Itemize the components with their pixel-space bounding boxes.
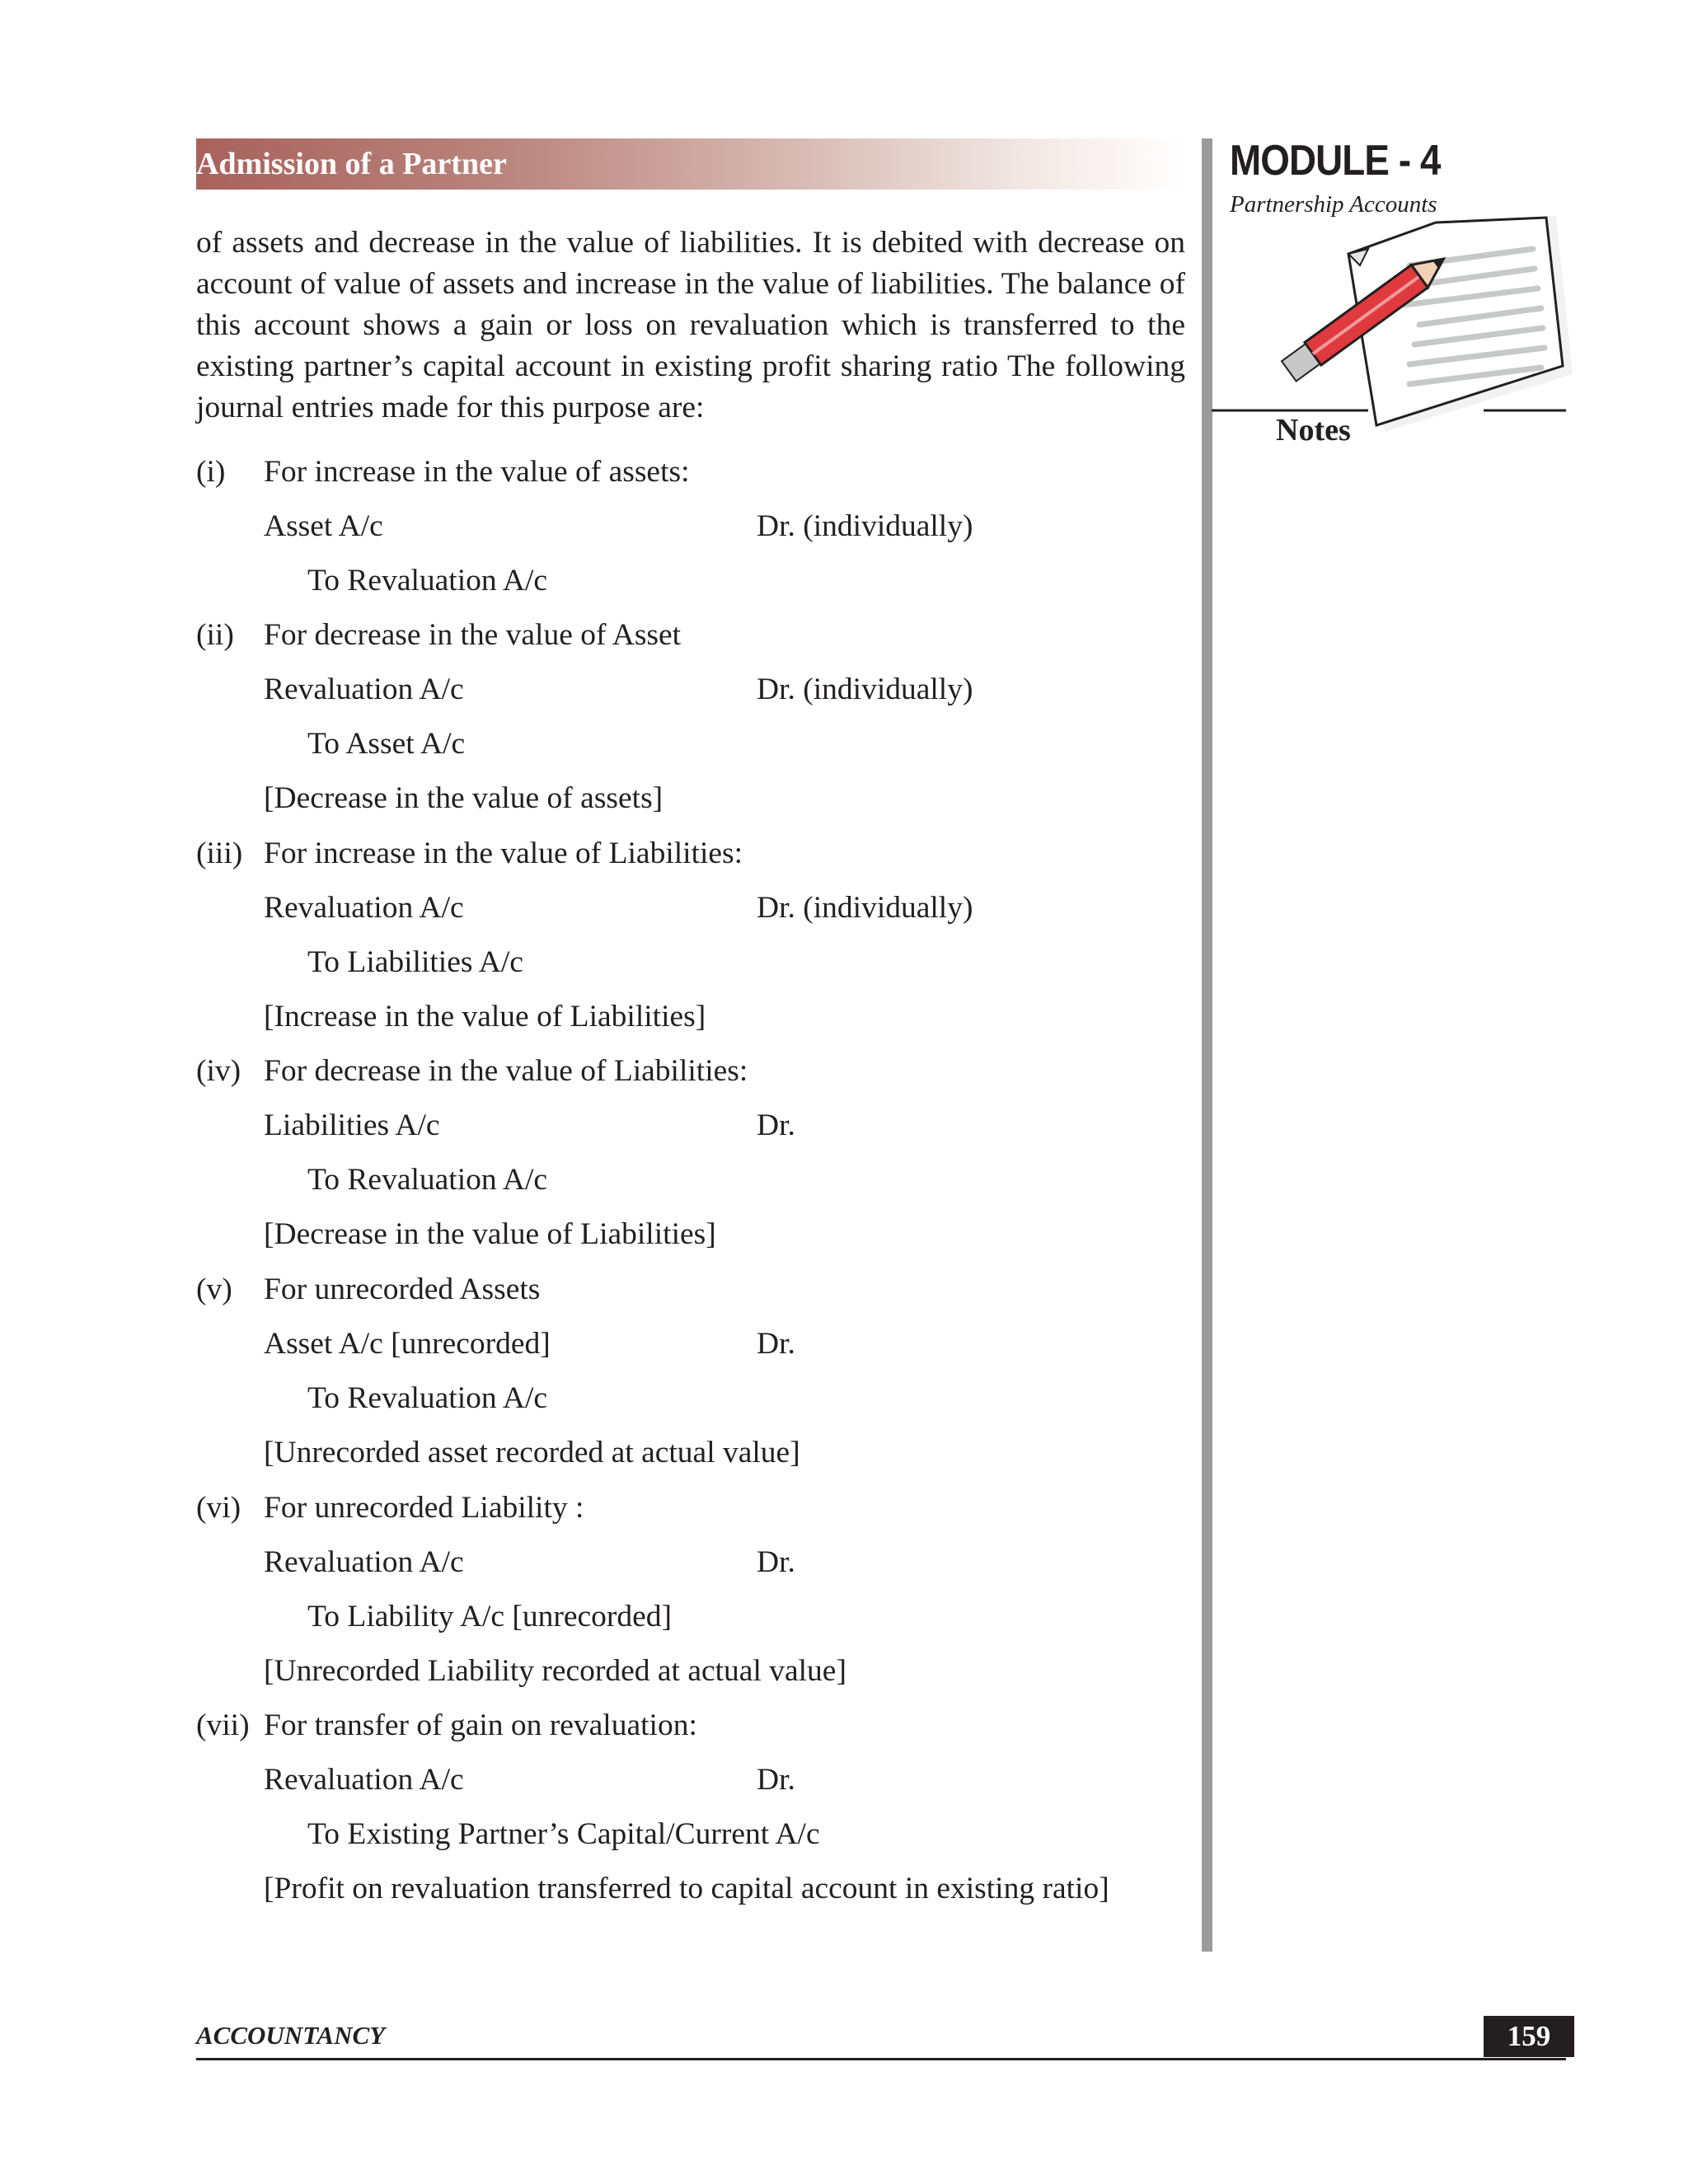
- module-title: MODULE - 4: [1230, 137, 1441, 185]
- entry-dr-label: Dr. (individually): [757, 509, 973, 543]
- entry-dr-label: Dr.: [757, 1108, 795, 1142]
- entry-dr-label: Dr.: [757, 1327, 795, 1361]
- entry-debit-account: Revaluation A/c: [264, 673, 464, 706]
- entry-debit-account: Revaluation A/c: [264, 1545, 464, 1579]
- entry-number: (ii): [196, 618, 234, 652]
- footer-subject: ACCOUNTANCY: [196, 2021, 386, 2050]
- entry-debit-account: Asset A/c [unrecorded]: [264, 1327, 551, 1361]
- entry-narration: [Profit on revaluation transferred to capital account in existing ratio]: [264, 1872, 1109, 1905]
- entry-number: (iv): [196, 1054, 241, 1088]
- entry-heading: For unrecorded Assets: [264, 1272, 541, 1306]
- entry-number: (v): [196, 1272, 232, 1306]
- entry-number: (i): [196, 455, 226, 489]
- entry-credit-account: To Asset A/c: [307, 727, 466, 761]
- entry-debit-account: Liabilities A/c: [264, 1108, 440, 1142]
- entry-narration: [Unrecorded asset recorded at actual value]: [264, 1436, 800, 1469]
- entry-dr-label: Dr. (individually): [757, 891, 973, 925]
- entry-credit-account: To Liabilities A/c: [307, 945, 523, 979]
- entry-heading: For transfer of gain on revaluation:: [264, 1708, 697, 1742]
- entry-heading: For increase in the value of assets:: [264, 455, 690, 489]
- entry-number: (iii): [196, 837, 243, 870]
- entry-number: (vi): [196, 1491, 241, 1525]
- entry-dr-label: Dr. (individually): [757, 673, 973, 706]
- entry-dr-label: Dr.: [757, 1545, 795, 1579]
- module-subtitle: Partnership Accounts: [1230, 191, 1437, 218]
- section-title: Admission of a Partner: [196, 147, 507, 181]
- entry-narration: [Decrease in the value of assets]: [264, 781, 663, 815]
- entry-heading: For decrease in the value of Liabilities:: [264, 1054, 748, 1088]
- entry-credit-account: To Existing Partner’s Capital/Current A/c: [307, 1817, 820, 1851]
- entry-narration: [Increase in the value of Liabilities]: [264, 1000, 706, 1033]
- entry-narration: [Unrecorded Liability recorded at actual value]: [264, 1654, 846, 1688]
- notepad-with-pencil-icon: [1212, 216, 1591, 447]
- entry-number: (vii): [196, 1708, 250, 1742]
- footer-rule: [196, 2058, 1566, 2060]
- body-paragraph: of assets and decrease in the value of liabilities. It is debited with decrease on account of value of assets and increase in the value of liabilities. The balance of this account shows a gain or loss on revaluation which is transferred to the existing partner’s capital account in existing profit sharing ratio The following journal entries made for this purpose are:: [196, 226, 1185, 424]
- entry-dr-label: Dr.: [757, 1763, 795, 1797]
- entry-debit-account: Revaluation A/c: [264, 1763, 464, 1797]
- entry-narration: [Decrease in the value of Liabilities]: [264, 1217, 716, 1251]
- entry-heading: For unrecorded Liability :: [264, 1491, 584, 1525]
- entry-credit-account: To Revaluation A/c: [307, 564, 548, 598]
- entry-credit-account: To Revaluation A/c: [307, 1163, 548, 1197]
- notes-label: Notes: [1276, 413, 1351, 448]
- entry-credit-account: To Revaluation A/c: [307, 1381, 548, 1415]
- page-number: 159: [1484, 2016, 1574, 2057]
- entry-debit-account: Asset A/c: [264, 509, 383, 543]
- entry-heading: For decrease in the value of Asset: [264, 618, 682, 652]
- entry-credit-account: To Liability A/c [unrecorded]: [307, 1600, 673, 1633]
- entry-heading: For increase in the value of Liabilities:: [264, 837, 743, 870]
- entry-debit-account: Revaluation A/c: [264, 891, 464, 925]
